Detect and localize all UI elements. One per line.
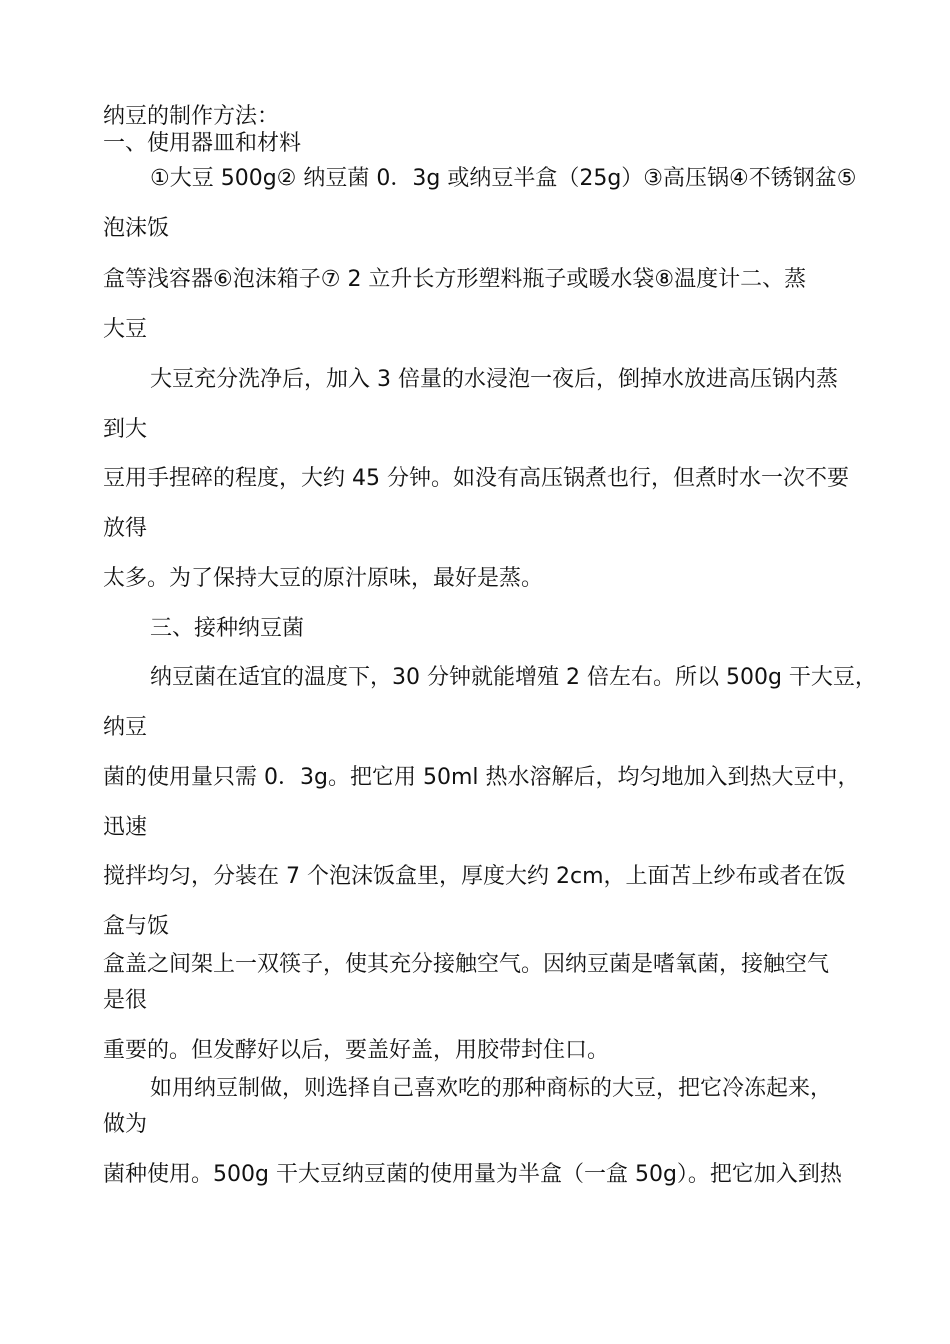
paragraph-line: 豆用手捏碎的程度，大约 45 分钟。如没有高压锅煮也行，但煮时水一次不要 (103, 466, 849, 491)
paragraph-line: 泡沫饭 (103, 216, 170, 241)
paragraph-line: 放得 (103, 516, 148, 541)
paragraph-line: 迅速 (103, 815, 148, 840)
paragraph-line: 是很 (103, 988, 148, 1013)
paragraph-line: 纳豆菌在适宜的温度下，30 分钟就能增殖 2 倍左右。所以 500g 干大豆， (150, 665, 877, 690)
paragraph-line: 盒等浅容器⑥泡沫箱子⑦ 2 立升长方形塑料瓶子或暖水袋⑧温度计二、蒸 (103, 267, 807, 292)
paragraph-line: 盒与饭 (103, 914, 170, 939)
paragraph-line: 到大 (103, 417, 148, 442)
section-heading: 一、使用器皿和材料 (103, 131, 302, 156)
section-heading: 大豆 (103, 317, 148, 342)
paragraph-line: 太多。为了保持大豆的原汁原味，最好是蒸。 (103, 566, 544, 591)
paragraph-line: 搅拌均匀，分装在 7 个泡沫饭盒里，厚度大约 2cm，上面苫上纱布或者在饭 (103, 864, 846, 889)
paragraph-line: 做为 (103, 1112, 148, 1137)
paragraph-line: 大豆充分洗净后，加入 3 倍量的水浸泡一夜后，倒掉水放进高压锅内蒸 (150, 367, 838, 392)
paragraph-line: 如用纳豆制做，则选择自己喜欢吃的那种商标的大豆，把它冷冻起来， (150, 1076, 833, 1101)
paragraph-line: 盒盖之间架上一双筷子，使其充分接触空气。因纳豆菌是嗜氧菌，接触空气 (103, 952, 830, 977)
paragraph-line: ①大豆 500g② 纳豆菌 0．3g 或纳豆半盒（25g）③高压锅④不锈钢盆⑤ (150, 166, 857, 191)
paragraph-line: 菌的使用量只需 0．3g。把它用 50ml 热水溶解后，均匀地加入到热大豆中， (103, 765, 860, 790)
section-heading: 三、接种纳豆菌 (150, 616, 305, 641)
paragraph-line: 菌种使用。500g 干大豆纳豆菌的使用量为半盒（一盒 50g）。把它加入到热 (103, 1162, 842, 1187)
paragraph-line: 纳豆 (103, 715, 148, 740)
paragraph-line: 重要的。但发酵好以后，要盖好盖，用胶带封住口。 (103, 1038, 610, 1063)
doc-title: 纳豆的制作方法： (103, 104, 280, 129)
